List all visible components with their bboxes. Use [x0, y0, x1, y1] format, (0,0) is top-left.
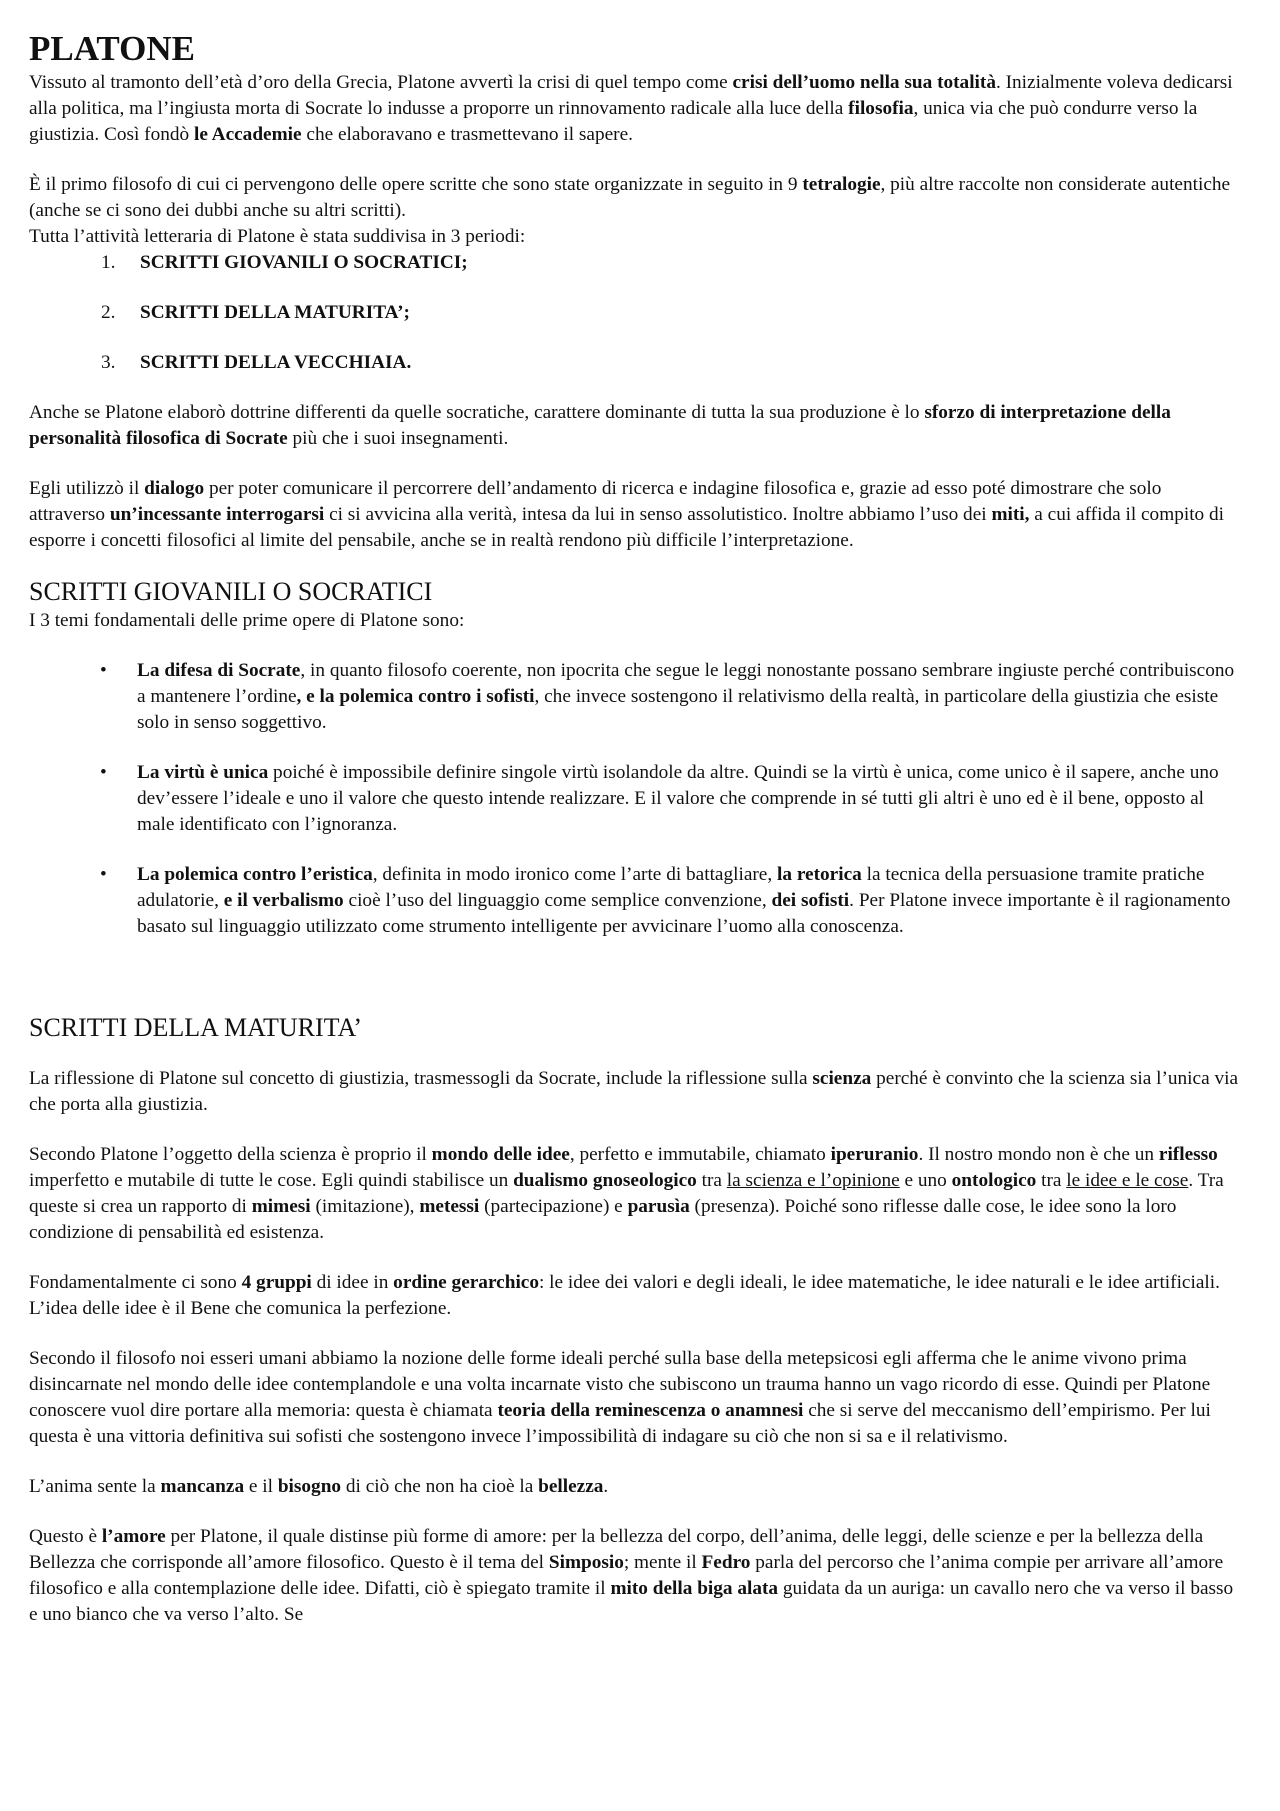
intro-paragraph-2: È il primo filosofo di cui ci pervengono delle opere scritte che sono state organizzate in seguito in 9 tetralogie, più altre raccolte non considerate autentiche (anche se ci sono dei dubbi anche su altri scritti). [29, 174, 1231, 221]
section2-paragraph-6: Questo è l’amore per Platone, il quale distinse più forme di amore: per la bellezza del corpo, dell’anima, delle leggi, delle scienze e per la bellezza della Bellezza che corrisponde all’amore filosofico. Questo è il tema del Simposio; mente il Fedro parla del percorso che l’anima compie per arrivare all’amore filosofico e alla contemplazione delle idee. Difatti, ciò è spiegato tramite il mito della biga alata guidata da un auriga: un cavallo nero che va verso il basso e uno bianco che va verso l’alto. Se [29, 1526, 1234, 1625]
section-heading-maturita: SCRITTI DELLA MATURITA’ [29, 1013, 363, 1042]
themes-list [29, 658, 1240, 940]
periods-list [29, 250, 1240, 376]
list-item: 3. SCRITTI DELLA VECCHIAIA. [101, 352, 412, 373]
bullet-icon: • [100, 762, 107, 783]
section2-paragraph-5: L’anima sente la mancanza e il bisogno di ciò che non ha cioè la bellezza. [29, 1476, 609, 1497]
list-item: • La virtù è unica poiché è impossibile definire singole virtù isolandole da altre. Quindi se la virtù è unica, come unico è il sapere, anche uno dev’essere l’ideale e uno il valore che questo intende realizzare. E il valore che comprende in sé tutti gli altri è uno ed è il bene, opposto al male identificato con l’ignoranza. [29, 760, 1240, 838]
list-item: • La polemica contro l’eristica, definita in modo ironico come l’arte di battagliare, la retorica la tecnica della persuasione tramite pratiche adulatorie, e il verbalismo cioè l’uso del linguaggio come semplice convenzione, dei sofisti. Per Platone invece importante è il ragionamento basato sul linguaggio utilizzato come strumento intelligente per avvicinare l’uomo alla conoscenza. [29, 862, 1240, 940]
section2-paragraph-4: Secondo il filosofo noi esseri umani abbiamo la nozione delle forme ideali perché sulla base della metepsicosi egli afferma che le anime vivono prima disincarnate nel mondo delle idee contemplandole e una volta incarnate visto che subiscono un trauma hanno un vago ricordo di esse. Quindi per Platone conoscere vuol dire portare alla memoria: questa è chiamata teoria della reminescenza o anamnesi che si serve del meccanismo dell’empirismo. Per lui questa è una vittoria definitiva sui sofisti che sostengono invece l’impossibilità di indagare su ciò che non si sa e il relativismo. [29, 1348, 1211, 1447]
section2-paragraph-1: La riflessione di Platone sul concetto di giustizia, trasmessogli da Socrate, include la riflessione sulla scienza perché è convinto che la scienza sia l’unica via che porta alla giustizia. [29, 1068, 1238, 1115]
bullet-icon: • [100, 660, 107, 681]
intro-paragraph-4: Egli utilizzò il dialogo per poter comunicare il percorrere dell’andamento di ricerca e indagine filosofica e, grazie ad esso poté dimostrare che solo attraverso un’incessante interrogarsi ci si avvicina alla verità, intesa da lui in senso assolutistico. Inoltre abbiamo l’uso dei miti, a cui affida il compito di esporre i concetti filosofici al limite del pensabile, anche se in realtà rendono più difficile l’interpretazione. [29, 478, 1225, 551]
list-item: 1. SCRITTI GIOVANILI O SOCRATICI; [101, 252, 468, 273]
intro-paragraph-1: Vissuto al tramonto dell’età d’oro della Grecia, Platone avvertì la crisi di quel tempo come crisi dell’uomo nella sua totalità. Inizialmente voleva dedicarsi alla politica, ma l’ingiusta morta di Socrate lo indusse a proporre un rinnovamento radicale alla luce della filosofia, unica via che può condurre verso la giustizia. Così fondò le Accademie che elaboravano e trasmettevano il sapere. [29, 72, 1233, 145]
periods-lead: Tutta l’attività letteraria di Platone è stata suddivisa in 3 periodi: [29, 226, 526, 247]
list-item: 2. SCRITTI DELLA MATURITA’; [101, 302, 410, 323]
bullet-icon: • [100, 864, 107, 885]
list-item: • La difesa di Socrate, in quanto filosofo coerente, non ipocrita che segue le leggi nonostante possano sembrare ingiuste perché contribuiscono a mantenere l’ordine, e la polemica contro i sofisti, che invece sostengono il relativismo della realtà, in particolare della giustizia che esiste solo in senso soggettivo. [29, 658, 1240, 736]
page-title: PLATONE [29, 29, 195, 68]
section1-lead: I 3 temi fondamentali delle prime opere di Platone sono: [29, 610, 465, 631]
section2-paragraph-3: Fondamentalmente ci sono 4 gruppi di idee in ordine gerarchico: le idee dei valori e degli ideali, le idee matematiche, le idee naturali e le idee artificiali. L’idea delle idee è il Bene che comunica la perfezione. [29, 1272, 1220, 1319]
section-heading-giovanili: SCRITTI GIOVANILI O SOCRATICI [29, 577, 433, 606]
section2-paragraph-2: Secondo Platone l’oggetto della scienza è proprio il mondo delle idee, perfetto e immutabile, chiamato iperuranio. Il nostro mondo non è che un riflesso imperfetto e mutabile di tutte le cose. Egli quindi stabilisce un dualismo gnoseologico tra la scienza e l’opinione e uno ontologico tra le idee e le cose. Tra queste si crea un rapporto di mimesi (imitazione), metessi (partecipazione) e parusìa (presenza). Poiché sono riflesse dalle cose, le idee sono la loro condizione di pensabilità ed esistenza. [29, 1144, 1224, 1243]
intro-paragraph-3: Anche se Platone elaborò dottrine differenti da quelle socratiche, carattere dominante di tutta la sua produzione è lo sforzo di interpretazione della personalità filosofica di Socrate più che i suoi insegnamenti. [29, 402, 1171, 449]
